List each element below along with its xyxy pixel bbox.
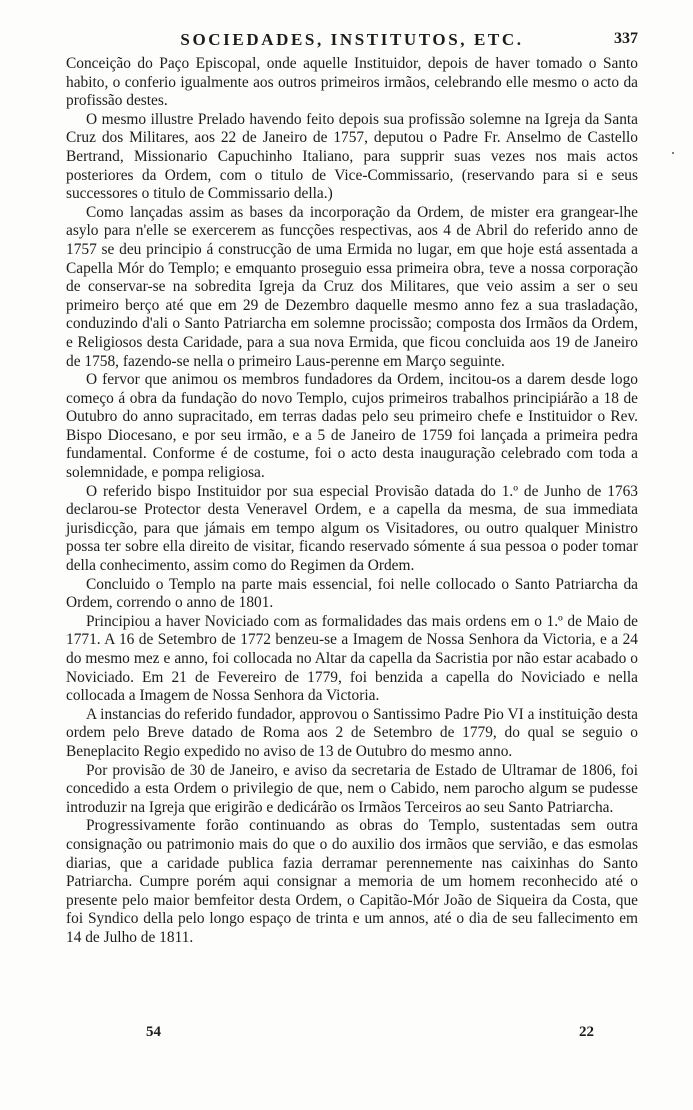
signature-mark: 54 xyxy=(146,1024,161,1040)
page-number: 337 xyxy=(614,30,638,47)
paragraph: Concluido o Templo na parte mais essencial, foi nelle collocado o Santo Patriarcha da Ordem, correndo o anno de 1801. xyxy=(66,575,638,612)
running-head xyxy=(66,30,638,52)
paragraph: Progressivamente forão continuando as obras do Templo, sustentadas sem outra consignação ou patrimonio mais do que o do auxilio dos irmãos que servião, e das esmolas diarias, que a caridade publica fazia derramar perennemente nas caixinhas do Santo Patriarcha. Cumpre porém aqui consignar a memoria de um homem reconhecido até o presente pelo maior bemfeitor desta Ordem, o Capitão-Mór João de Siqueira da Costa, que foi Syndico della pelo longo espaço de trinta e um annos, até o dia de seu fallecimento em 14 de Julho de 1811. xyxy=(66,817,638,946)
margin-speck xyxy=(672,152,674,154)
paragraph: Principiou a haver Noviciado com as formalidades das mais ordens em o 1.º de Maio de 1771. A 16 de Setembro de 1772 benzeu-se a Imagem de Nossa Senhora da Victoria, e a 24 do mesmo mez e anno, foi collocada no Altar da capella da Sacristia por não estar acabado o Noviciado. Em 21 de Fevereiro de 1779, foi benzida a capella do Noviciado e nella collocada a Imagem de Nossa Senhora da Victoria. xyxy=(66,612,638,705)
paragraph-continued: Conceição do Paço Episcopal, onde aquelle Instituidor, depois de haver tomado o Santo habito, o conferio igualmente aos outros primeiros irmãos, celebrando elle mesmo o acto da profissão destes. xyxy=(66,55,638,110)
paragraph: O fervor que animou os membros fundadores da Ordem, incitou-os a darem desde logo começo á obra da fundação do novo Templo, cujos primeiros trabalhos principiárão a 18 de Outubro do anno supracitado, em terras dadas pelo seu primeiro chefe e Instituidor o Rev. Bispo Diocesano, e por seu irmão, e a 5 de Janeiro de 1759 foi lançada a primeira pedra fundamental. Conforme é de costume, foi o acto desta inauguração celebrado com toda a solemnidade, e pompa religiosa. xyxy=(66,371,638,482)
body-text xyxy=(66,55,638,948)
paragraph: Como lançadas assim as bases da incorporação da Ordem, de mister era grangear-lhe asylo para n'elle se exercerem as funcções respectivas, aos 4 de Abril do referido anno de 1757 se deu principio á construcção de uma Ermida no lugar, em que hoje está assentada a Capella Mór do Templo; e emquanto proseguio essa primeira obra, teve a nossa corporação de conservar-se na sobredita Igreja da Cruz dos Militares, que veio assim a ser o seu primeiro berço até que em 29 de Dezembro daquelle mesmo anno fez a sua trasladação, conduzindo d'ali o Santo Patriarcha em solemne procissão; composta dos Irmãos da Ordem, e Religiosos desta Caridade, para a sua nova Ermida, que ficou concluida aos 19 de Janeiro de 1758, fazendo-se nella o primeiro Laus-perenne em Março seguinte. xyxy=(66,203,638,370)
page-footer xyxy=(66,1024,638,1046)
running-title: SOCIEDADES, INSTITUTOS, ETC. xyxy=(180,30,524,49)
paragraph: O referido bispo Instituidor por sua especial Provisão datada do 1.º de Junho de 1763 declarou-se Protector desta Veneravel Ordem, e a capella da mesma, de sua immediata jurisdicção, para que jámais em tempo algum os Visitadores, ou outro qualquer Ministro possa ter sobre ella direito de visitar, ficando reservado sómente á sua pessoa o poder tomar della conhecimento, assim como do Regimen da Ordem. xyxy=(66,482,638,575)
paragraph: O mesmo illustre Prelado havendo feito depois sua profissão solemne na Igreja da Santa Cruz dos Militares, aos 22 de Janeiro de 1757, deputou o Padre Fr. Anselmo de Castello Bertrand, Missionario Capuchinho Italiano, para supprir suas vezes nos mais actos posteriores da Ordem, com o titulo de Vice-Commissario, (reservando para si e seus successores o titulo de Commissario della.) xyxy=(66,110,638,203)
paragraph: Por provisão de 30 de Janeiro, e aviso da secretaria de Estado de Ultramar de 1806, foi concedido a esta Ordem o privilegio de que, nem o Cabido, nem parocho algum se pudesse introduzir na Igreja que erigirão e dedicárão os Irmãos Terceiros ao seu Santo Patriarcha. xyxy=(66,761,638,816)
gathering-mark: 22 xyxy=(579,1024,594,1040)
paragraph: A instancias do referido fundador, approvou o Santissimo Padre Pio VI a instituição desta ordem pelo Breve datado de Roma aos 2 de Setembro de 1779, do qual se seguio o Beneplacito Regio expedido no aviso de 13 de Outubro do mesmo anno. xyxy=(66,705,638,760)
